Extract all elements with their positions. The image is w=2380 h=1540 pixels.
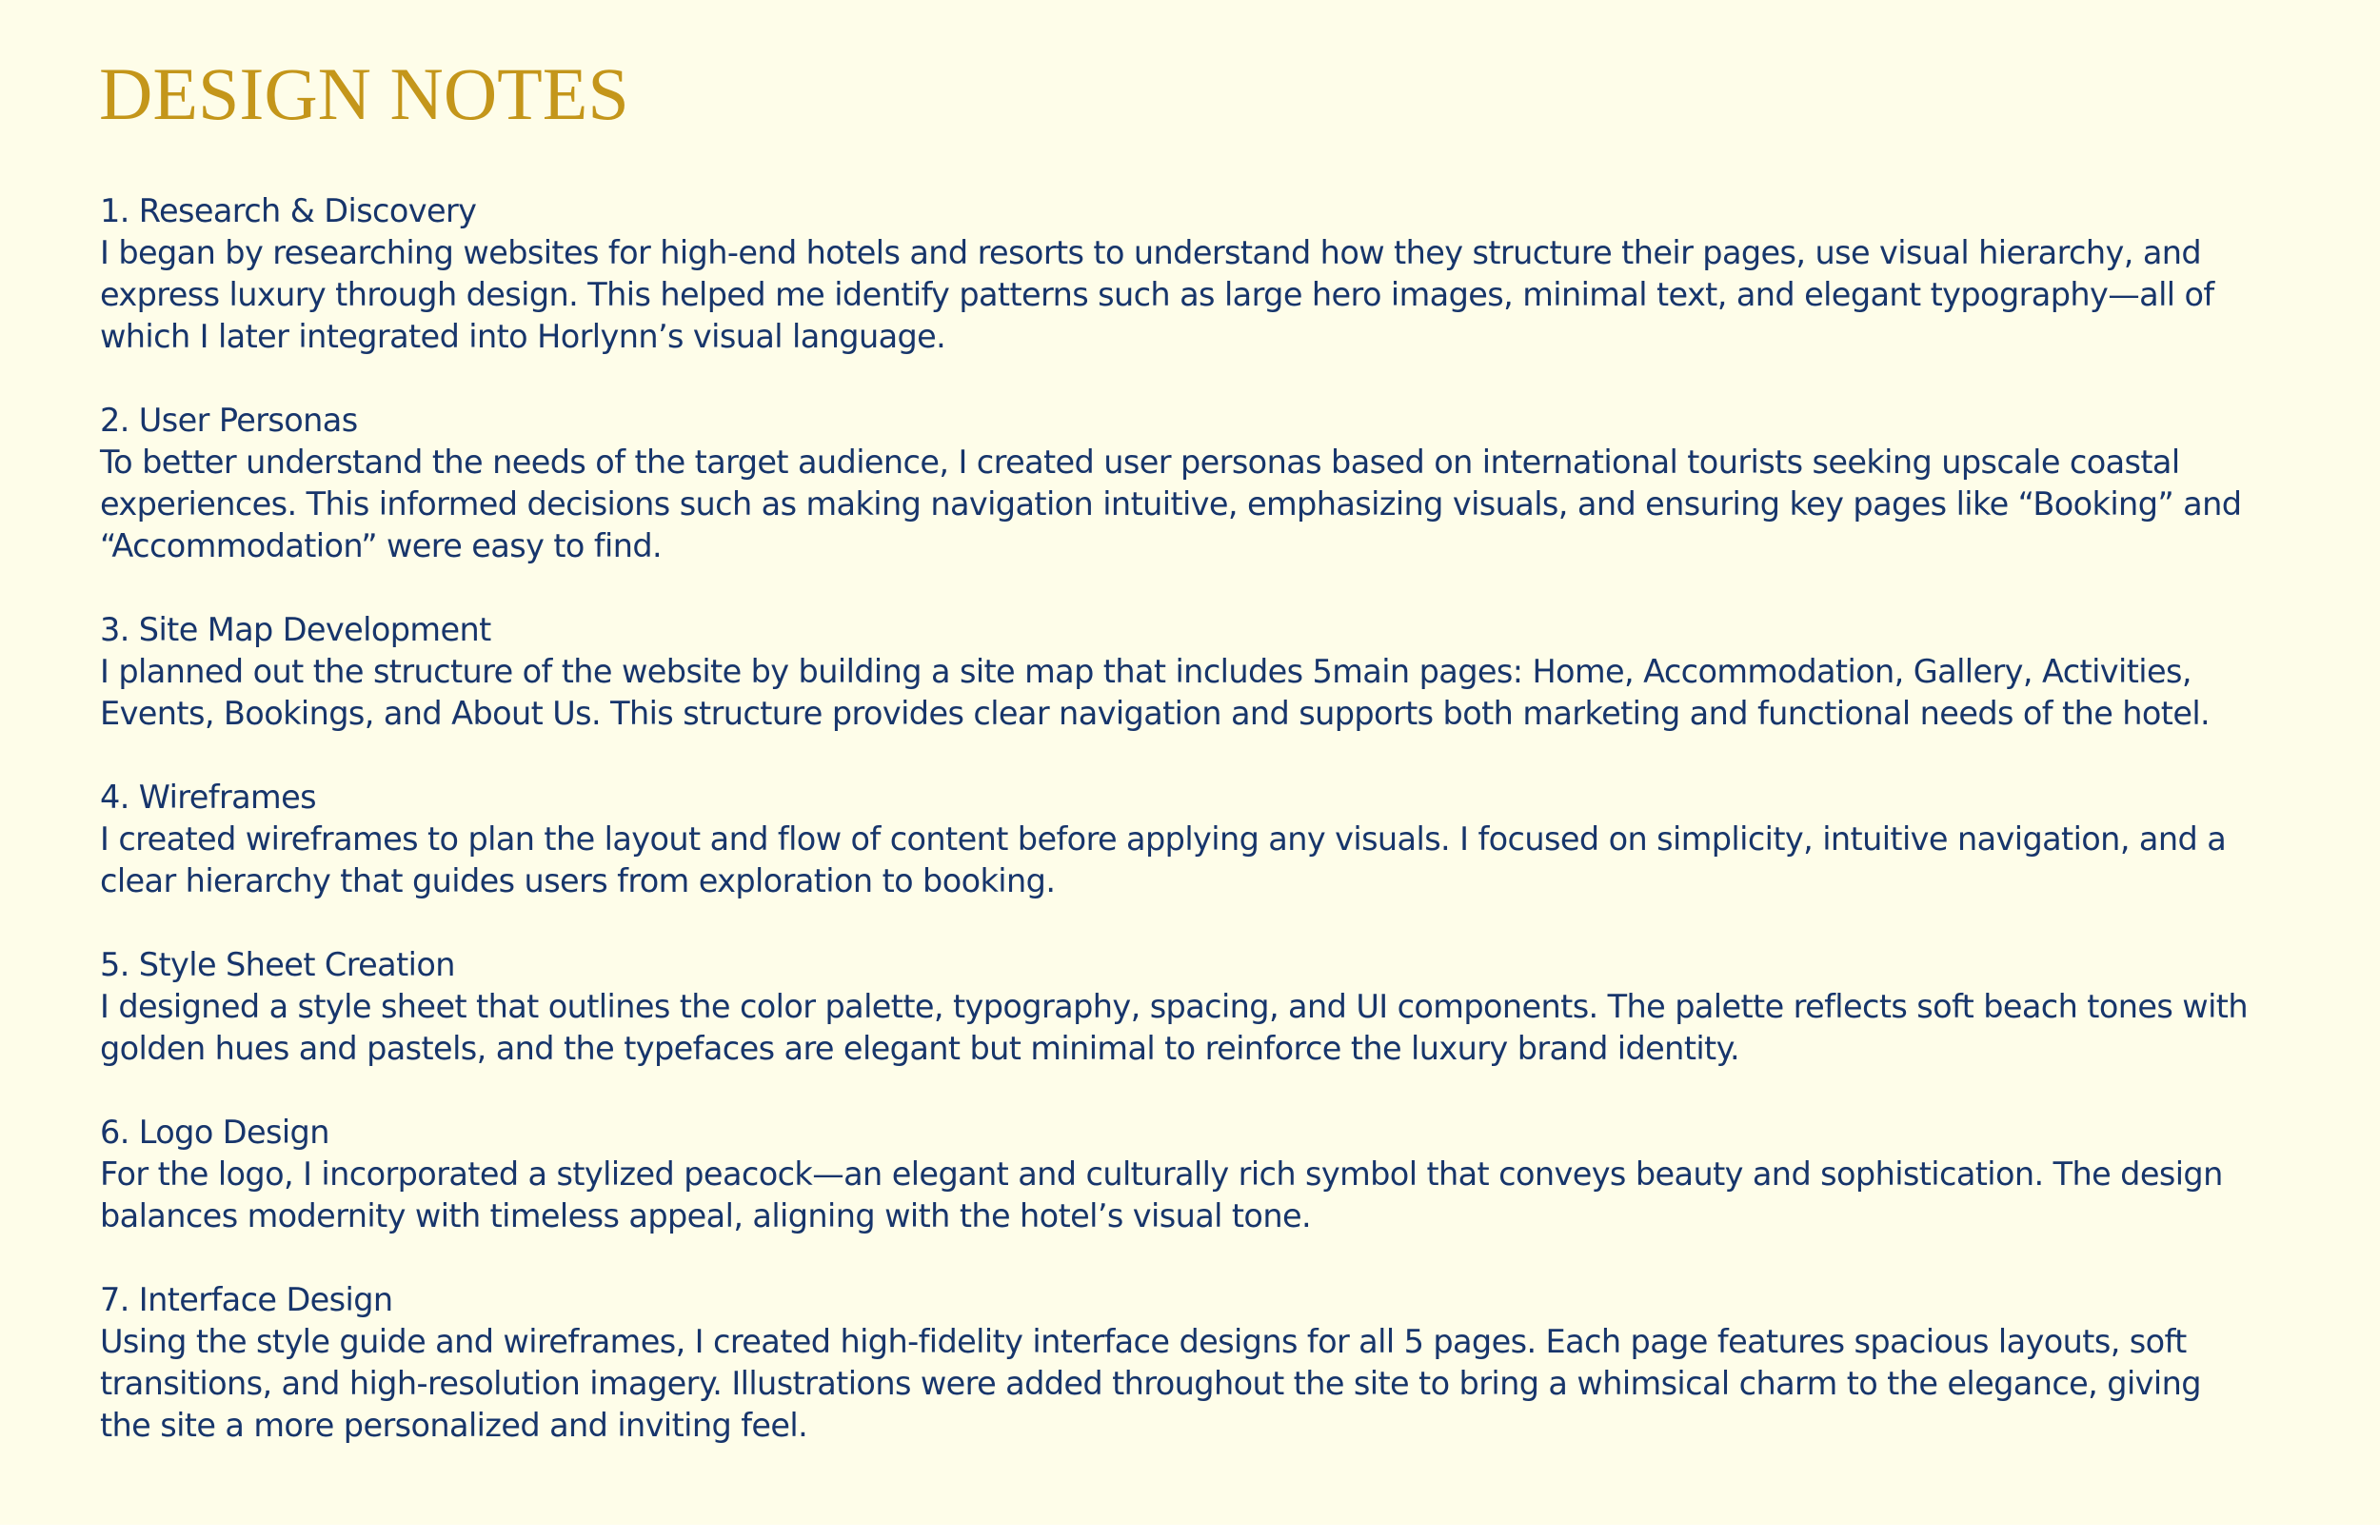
note-body: I designed a style sheet that outlines the color palette, typography, spacing, and UI components. The palette reflects soft beach tones with golden hues and pastels, and the typefaces are elegant but minimal to reinforce the luxury brand identity. xyxy=(100,988,2248,1067)
notes-list xyxy=(100,190,2261,1489)
note-heading: 1. Research & Discovery xyxy=(100,192,477,229)
note-heading: 4. Wireframes xyxy=(100,779,316,816)
note-body: I created wireframes to plan the layout and flow of content before applying any visuals. I focused on simplicity, intuitive navigation, and a clear hierarchy that guides users from exploration to booking. xyxy=(100,820,2227,899)
note-heading: 2. User Personas xyxy=(100,402,358,439)
page-bottom-edge xyxy=(0,1525,2380,1540)
note-section-personas xyxy=(100,400,2261,567)
note-heading: 6. Logo Design xyxy=(100,1114,329,1151)
note-heading: 5. Style Sheet Creation xyxy=(100,946,455,983)
page-title: DESIGN NOTES xyxy=(99,52,629,135)
note-heading: 7. Interface Design xyxy=(100,1281,393,1318)
note-body: I planned out the structure of the website by building a site map that includes 5main pages: Home, Accommodation, Gallery, Activities, Events, Bookings, and About Us. This structure provides clear navigation and supports both marketing and functional needs of the hotel. xyxy=(100,653,2211,732)
note-section-research xyxy=(100,190,2261,358)
note-section-logo xyxy=(100,1112,2261,1237)
note-section-style-sheet xyxy=(100,944,2261,1070)
note-heading: 3. Site Map Development xyxy=(100,611,491,648)
note-body: I began by researching websites for high-end hotels and resorts to understand how they structure their pages, use visual hierarchy, and express luxury through design. This helped me identify patterns such as large hero images, minimal text, and elegant typography—all of which I later integrated into Horlynn’s visual language. xyxy=(100,234,2214,355)
note-body: For the logo, I incorporated a stylized peacock—an elegant and culturally rich symbol that conveys beauty and sophistication. The design balances modernity with timeless appeal, aligning with the hotel’s visual tone. xyxy=(100,1155,2223,1234)
note-section-site-map xyxy=(100,609,2261,735)
note-body: Using the style guide and wireframes, I created high-fidelity interface designs for all 5 pages. Each page features spacious layouts, soft transitions, and high-resolution imagery. Illustrations were added throughout the site to bring a whimsical charm to the elegance, giving the site a more personalized and inviting feel. xyxy=(100,1323,2201,1444)
note-body: To better understand the needs of the target audience, I created user personas based on international tourists seeking upscale coastal experiences. This informed decisions such as making navigation intuitive, emphasizing visuals, and ensuring key pages like “Booking” and “Accommodation” were easy to find. xyxy=(100,444,2242,564)
note-section-wireframes xyxy=(100,777,2261,902)
note-section-interface xyxy=(100,1279,2261,1447)
